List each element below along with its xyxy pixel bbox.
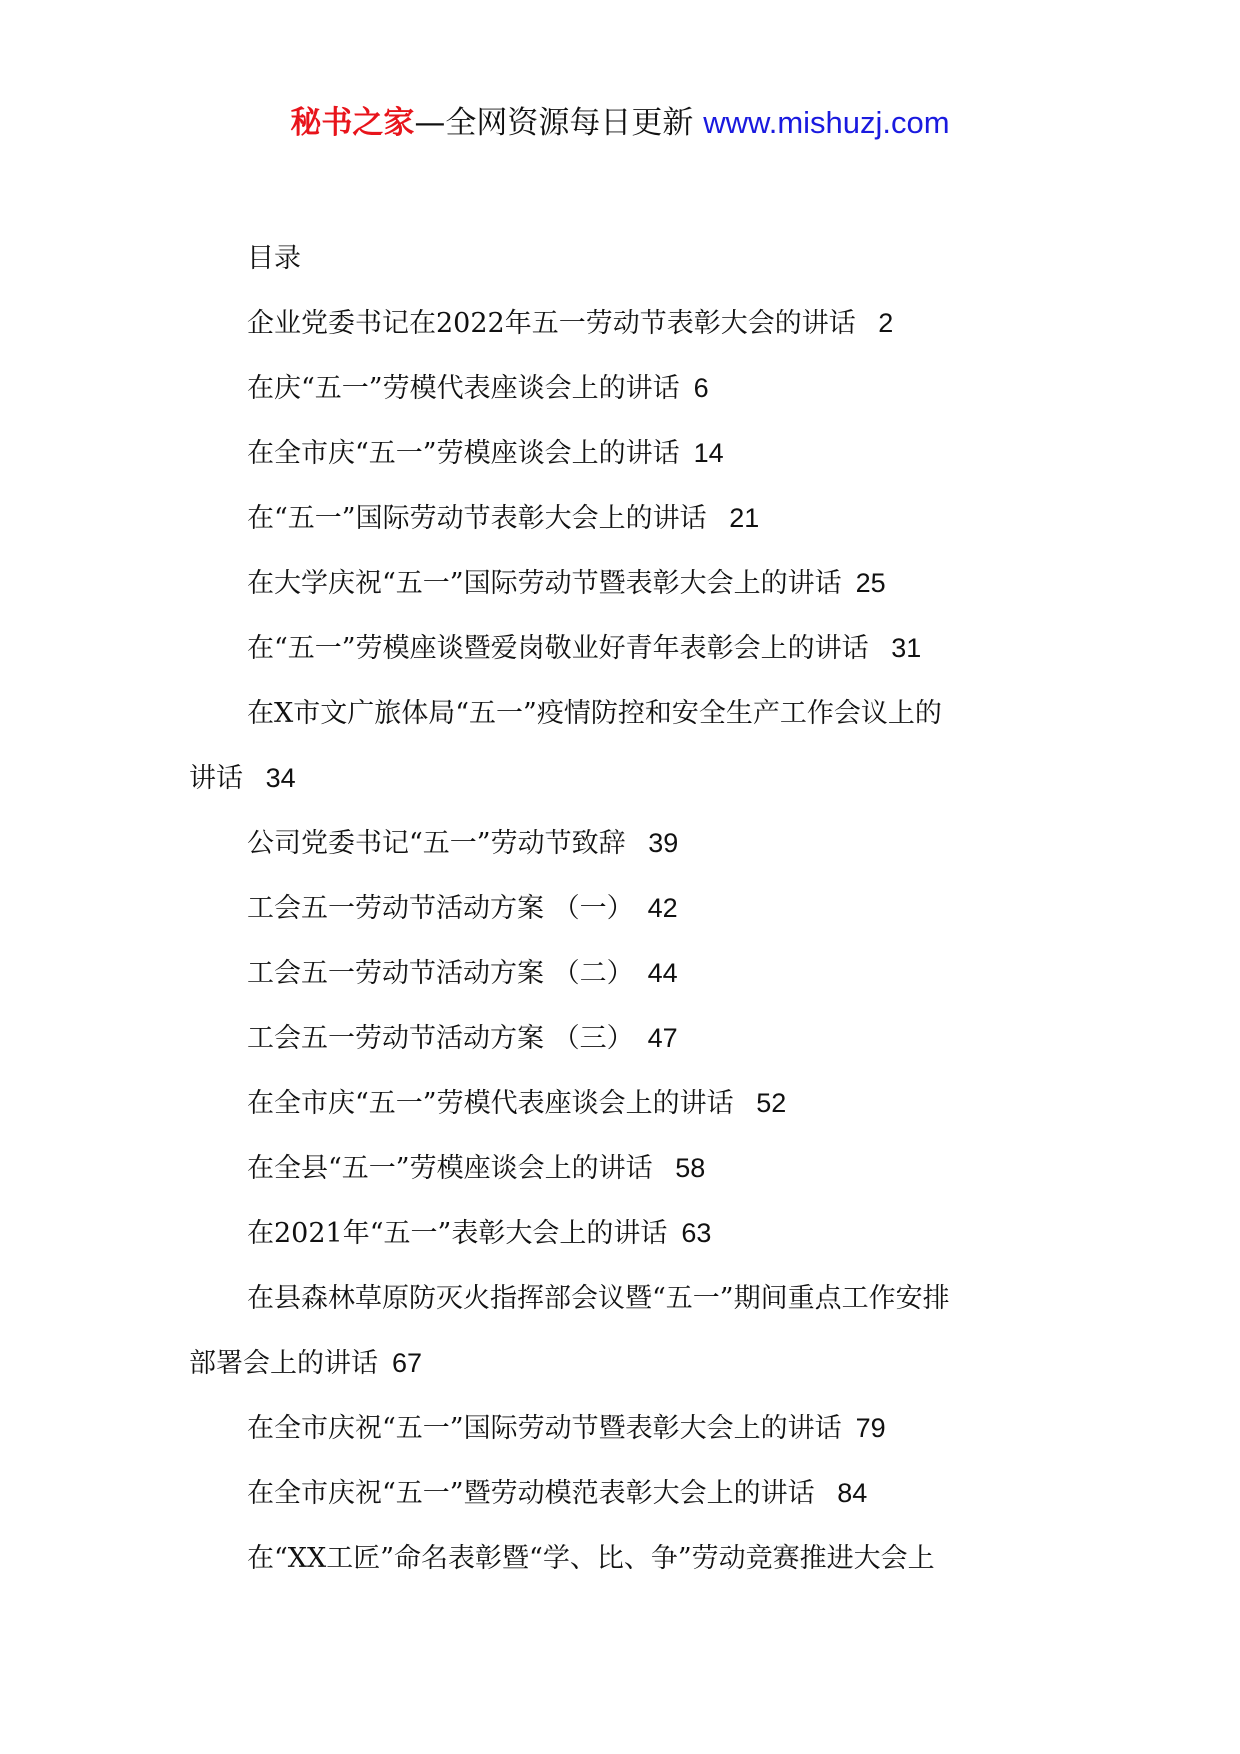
toc-entry[interactable] — [189, 681, 1061, 811]
toc-entry[interactable] — [189, 1396, 1061, 1461]
toc-entry-title: 在“XX工匠”命名表彰暨“学、比、争”劳动竞赛推进大会上 — [247, 1543, 935, 1574]
toc-entry-title: 在X市文广旅体局“五一”疫情防控和安全生产工作会议上的 — [247, 698, 942, 729]
toc-entry-page-number: 58 — [675, 1153, 706, 1183]
toc-entry-first-line — [189, 811, 1061, 876]
toc-entry-first-line — [189, 1526, 1061, 1591]
toc-entry-first-line — [189, 1071, 1061, 1136]
toc-entry-title: 在“五一”国际劳动节表彰大会上的讲话 — [247, 503, 716, 534]
toc-entry-continuation-line — [189, 746, 1061, 811]
toc-entry-title: 在全市庆祝“五一”国际劳动节暨表彰大会上的讲话 — [247, 1413, 842, 1444]
site-header — [0, 98, 1240, 148]
toc-entry-page-number: 14 — [693, 438, 724, 468]
toc-entry-title-continuation: 讲话 — [189, 763, 252, 794]
toc-entry-first-line — [189, 486, 1061, 551]
toc-entry-page-number: 6 — [693, 373, 709, 403]
toc-entry-page-number: 39 — [648, 828, 679, 858]
toc-entry-first-line — [189, 1396, 1061, 1461]
toc-entry[interactable] — [189, 551, 1061, 616]
toc-entry-page-number: 44 — [647, 958, 678, 988]
site-url-link[interactable]: www.mishuzj.com — [703, 105, 950, 140]
toc-entry-title: 工会五一劳动节活动方案 （二） — [247, 958, 634, 989]
toc-entry-title: 公司党委书记“五一”劳动节致辞 — [247, 828, 635, 859]
toc-entry-page-number: 67 — [392, 1348, 423, 1378]
toc-entry-title: 在全市庆“五一”劳模代表座谈会上的讲话 — [247, 1088, 743, 1119]
toc-entry-first-line — [189, 876, 1061, 941]
toc-entry[interactable] — [189, 616, 1061, 681]
brand-name: 秘书之家 — [290, 105, 415, 141]
toc-entry-title: 在全市庆祝“五一”暨劳动模范表彰大会上的讲话 — [247, 1478, 824, 1509]
toc-entry[interactable] — [189, 356, 1061, 421]
toc-entry-page-number: 63 — [681, 1218, 712, 1248]
toc-entry-title: 在县森林草原防灭火指挥部会议暨“五一”期间重点工作安排 — [247, 1283, 950, 1314]
toc-entry[interactable] — [189, 1071, 1061, 1136]
toc-entry-title: 在“五一”劳模座谈暨爱岗敬业好青年表彰会上的讲话 — [247, 633, 878, 664]
toc-entry-first-line — [189, 551, 1061, 616]
toc-entry-title: 在庆“五一”劳模代表座谈会上的讲话 — [247, 373, 680, 404]
toc-entry-first-line — [189, 941, 1061, 1006]
toc-entry[interactable] — [189, 811, 1061, 876]
toc-entry[interactable] — [189, 1526, 1061, 1591]
toc-entry-page-number: 34 — [265, 763, 296, 793]
toc-entries — [189, 291, 1061, 1591]
toc-entry-first-line — [189, 1201, 1061, 1266]
toc-heading: 目录 — [247, 243, 301, 274]
toc-entry-page-number: 21 — [729, 503, 760, 533]
toc-entry[interactable] — [189, 291, 1061, 356]
toc-entry[interactable] — [189, 941, 1061, 1006]
toc-entry-first-line — [189, 681, 1061, 746]
toc-entry[interactable] — [189, 1266, 1061, 1396]
toc-entry-first-line — [189, 421, 1061, 486]
toc-entry-title: 工会五一劳动节活动方案 （一） — [247, 893, 634, 924]
toc-entry-page-number: 52 — [756, 1088, 787, 1118]
toc-entry[interactable] — [189, 421, 1061, 486]
toc-entry-first-line — [189, 616, 1061, 681]
toc-entry-page-number: 31 — [891, 633, 922, 663]
toc-entry[interactable] — [189, 486, 1061, 551]
toc-entry-continuation-line — [189, 1331, 1061, 1396]
toc-entry-title: 在大学庆祝“五一”国际劳动节暨表彰大会上的讲话 — [247, 568, 842, 599]
table-of-contents — [189, 226, 1061, 1591]
toc-entry-page-number: 25 — [855, 568, 886, 598]
toc-entry-page-number: 47 — [647, 1023, 678, 1053]
toc-entry-title: 企业党委书记在2022年五一劳动节表彰大会的讲话 — [247, 308, 865, 339]
toc-entry[interactable] — [189, 1136, 1061, 1201]
toc-entry-page-number: 2 — [878, 308, 894, 338]
toc-entry-page-number: 42 — [647, 893, 678, 923]
toc-entry-title: 工会五一劳动节活动方案 （三） — [247, 1023, 634, 1054]
toc-entry-page-number: 79 — [855, 1413, 886, 1443]
toc-entry-title-continuation: 部署会上的讲话 — [189, 1348, 378, 1379]
toc-entry-first-line — [189, 1136, 1061, 1201]
header-slogan: —全网资源每日更新 — [414, 105, 704, 141]
toc-entry-title: 在2021年“五一”表彰大会上的讲话 — [247, 1218, 668, 1249]
toc-entry[interactable] — [189, 1201, 1061, 1266]
toc-entry-first-line — [189, 1461, 1061, 1526]
toc-entry[interactable] — [189, 876, 1061, 941]
toc-entry-page-number: 84 — [837, 1478, 868, 1508]
toc-entry-title: 在全县“五一”劳模座谈会上的讲话 — [247, 1153, 662, 1184]
toc-entry-first-line — [189, 356, 1061, 421]
toc-entry-first-line — [189, 1006, 1061, 1071]
toc-entry[interactable] — [189, 1461, 1061, 1526]
toc-entry-first-line — [189, 291, 1061, 356]
toc-entry-title: 在全市庆“五一”劳模座谈会上的讲话 — [247, 438, 680, 469]
toc-entry-first-line — [189, 1266, 1061, 1331]
toc-entry[interactable] — [189, 1006, 1061, 1071]
